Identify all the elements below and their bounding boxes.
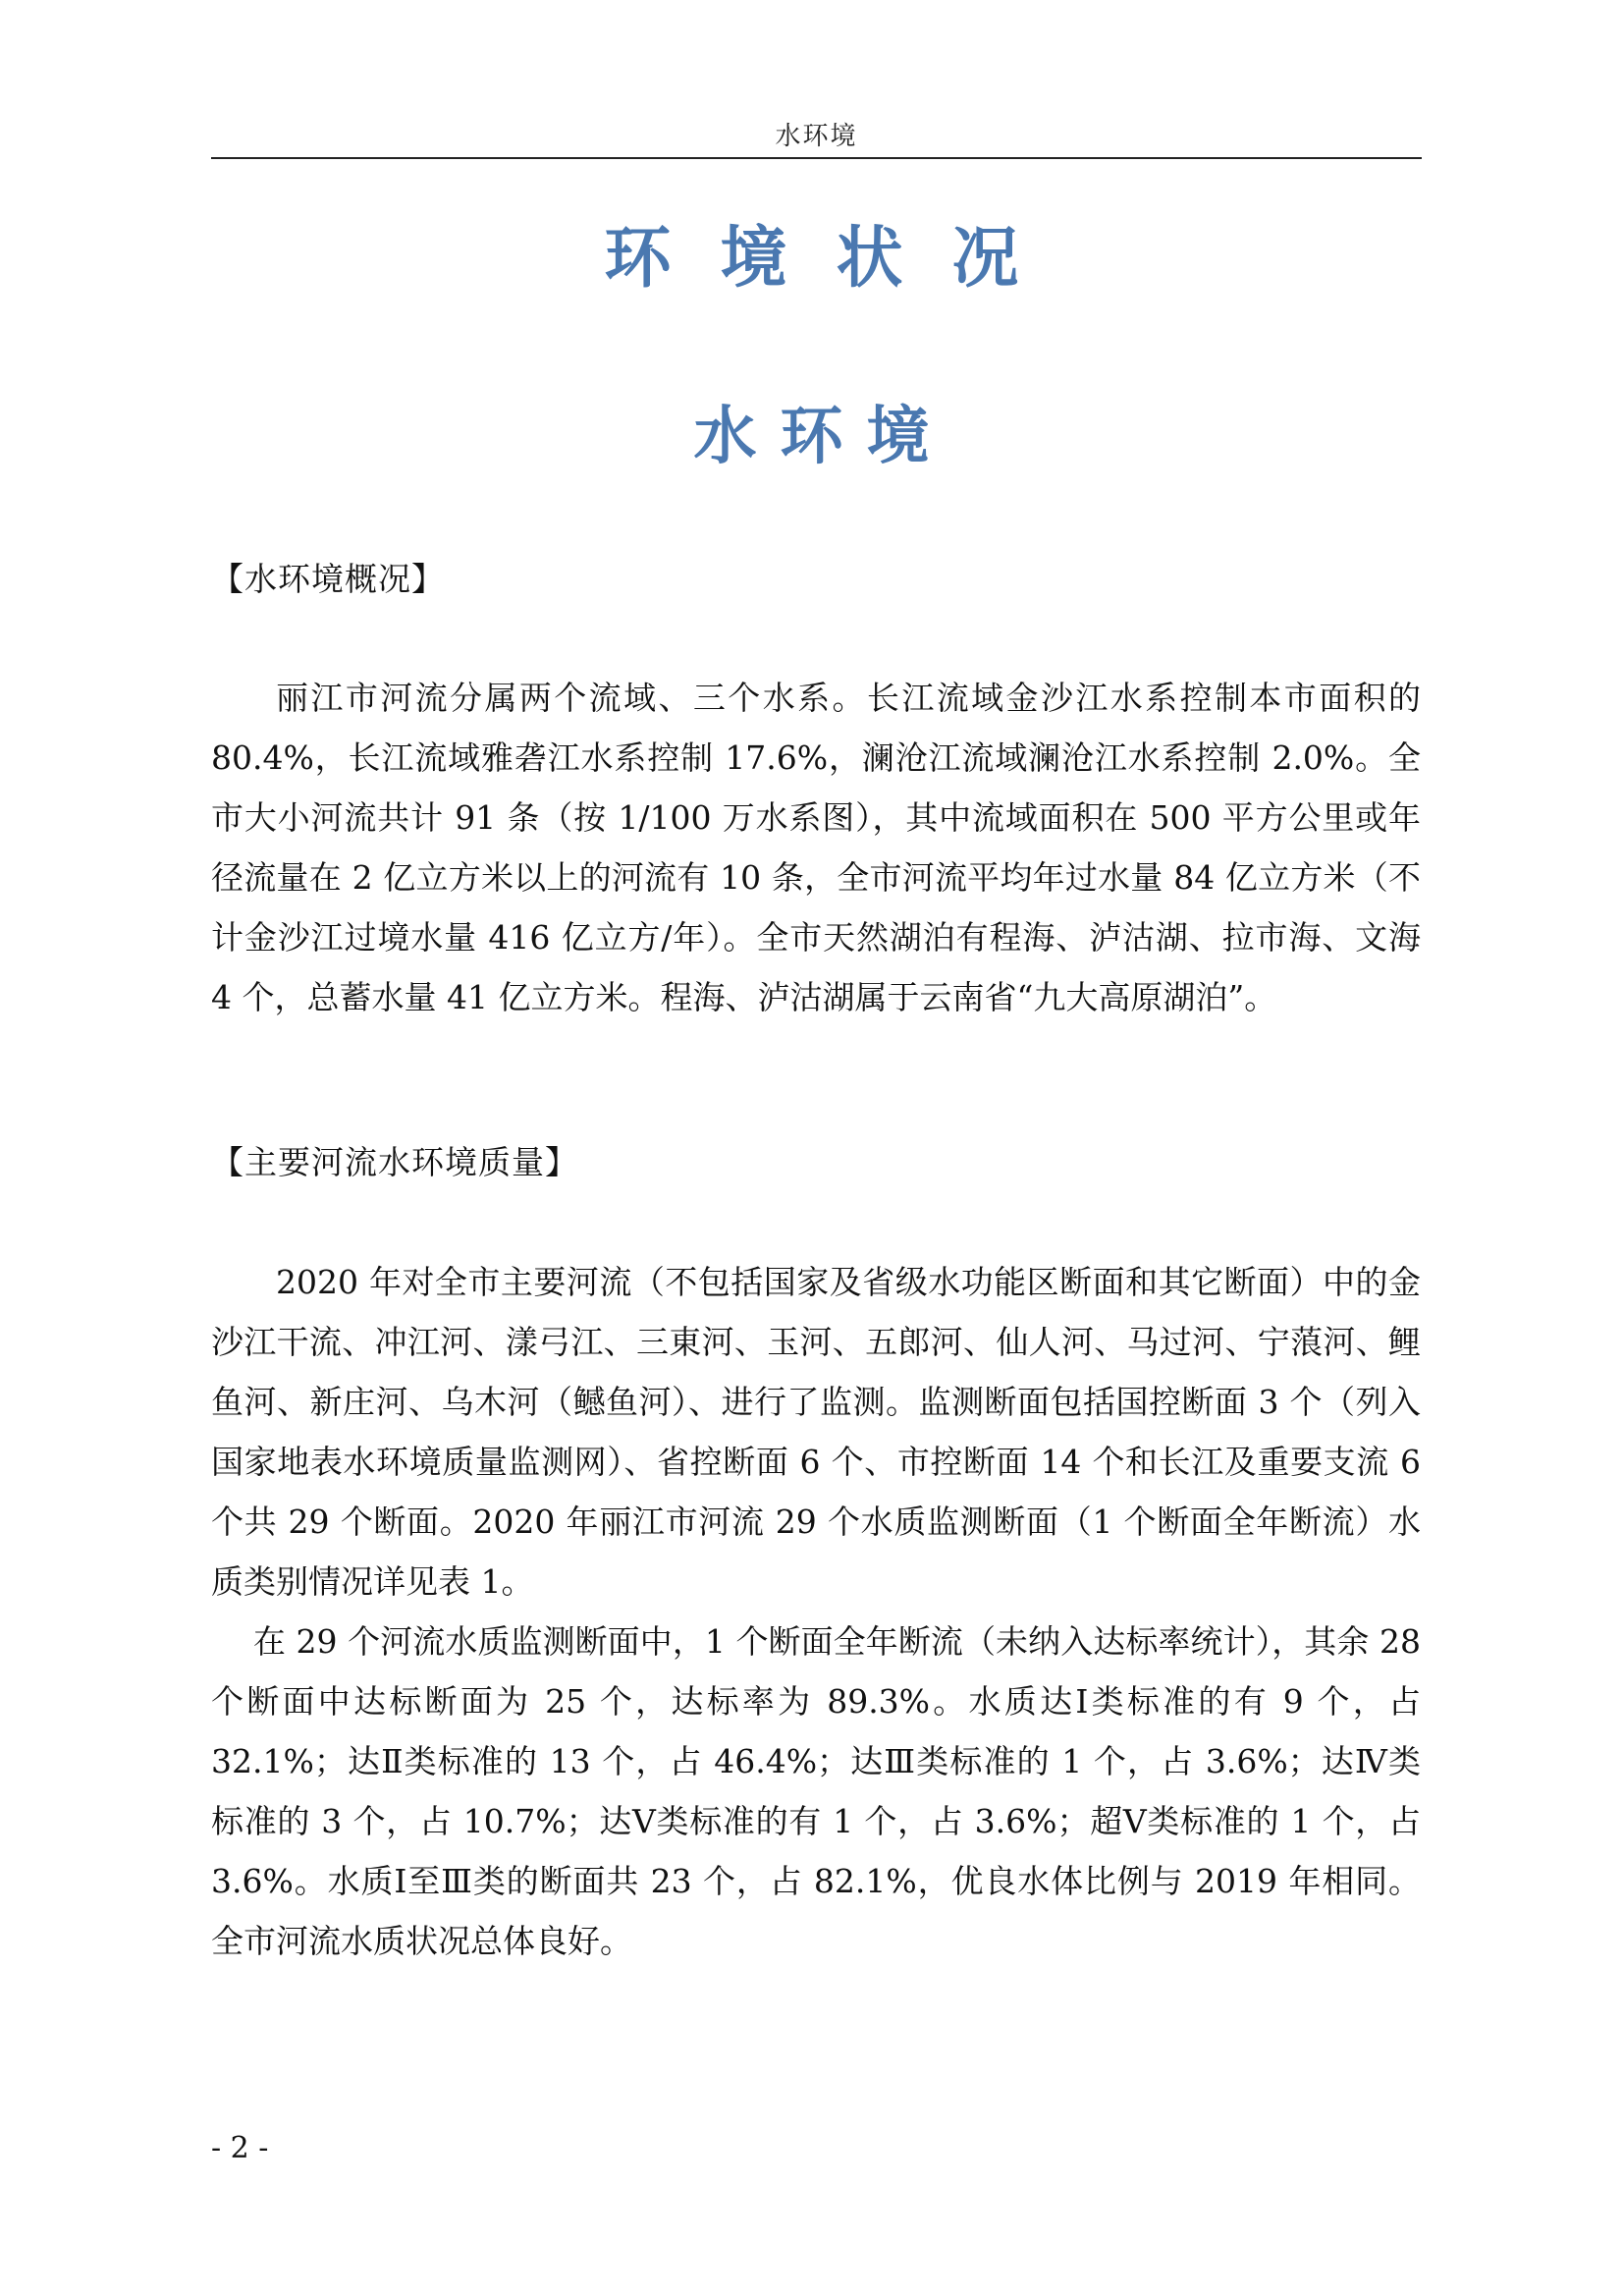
section-heading-river-quality: 【主要河流水环境质量】 (211, 1143, 578, 1181)
sub-title: 水环境 (693, 400, 953, 473)
paragraph-river-monitoring: 2020 年对全市主要河流（不包括国家及省级水功能区断面和其它断面）中的金沙江干流、冲江河、漾弓江、三東河、玉河、五郎河、仙人河、马过河、宁蒗河、鲤鱼河、新庄河、乌木河（鳡鱼河）、进行了监测。监测断面包括国控断面 3 个（列入国家地表水环境质量监测网）、省控断面 6 个、市控断面 14 个和长江及重要支流 6 个共 29 个断面。2020 年丽江市河流 29 个水质监测断面（1 个断面全年断流）水质类别情况详见表 1。 (211, 1263, 1421, 1601)
header-rule (211, 157, 1422, 159)
section-heading-overview: 【水环境概况】 (211, 560, 445, 598)
running-header: 水环境 (775, 122, 858, 151)
paragraph-river-results: 在 29 个河流水质监测断面中，1 个断面全年断流（未纳入达标率统计），其余 28 个断面中达标断面为 25 个，达标率为 89.3%。水质达Ⅰ类标准的有 9 个，占 32.1%；达Ⅱ类标准的 13 个，占 46.4%；达Ⅲ类标准的 1 个，占 3.6%；达Ⅳ类标准的 3 个，占 10.7%；达Ⅴ类标准的有 1 个，占 3.6%；超Ⅴ类标准的 1 个，占 3.6%。水质Ⅰ至Ⅲ类的断面共 23 个，占 82.1%，优良水体比例与 2019 年相同。全市河流水质状况总体良好。 (211, 1622, 1421, 1960)
page-number: - 2 - (211, 2131, 269, 2165)
main-title: 环境状况 (604, 219, 1068, 298)
paragraph-overview: 丽江市河流分属两个流域、三个水系。长江流域金沙江水系控制本市面积的 80.4%，长江流域雅砻江水系控制 17.6%，澜沧江流域澜沧江水系控制 2.0%。全市大小河流共计 91 条（按 1/100 万水系图），其中流域面积在 500 平方公里或年径流量在 2 亿立方米以上的河流有 10 条，全市河流平均年过水量 84 亿立方米（不计金沙江过境水量 416 亿立方/年）。全市天然湖泊有程海、泸沽湖、拉市海、文海 4 个，总蓄水量 41 亿立方米。程海、泸沽湖属于云南省“九大高原湖泊”。 (211, 679, 1421, 1016)
